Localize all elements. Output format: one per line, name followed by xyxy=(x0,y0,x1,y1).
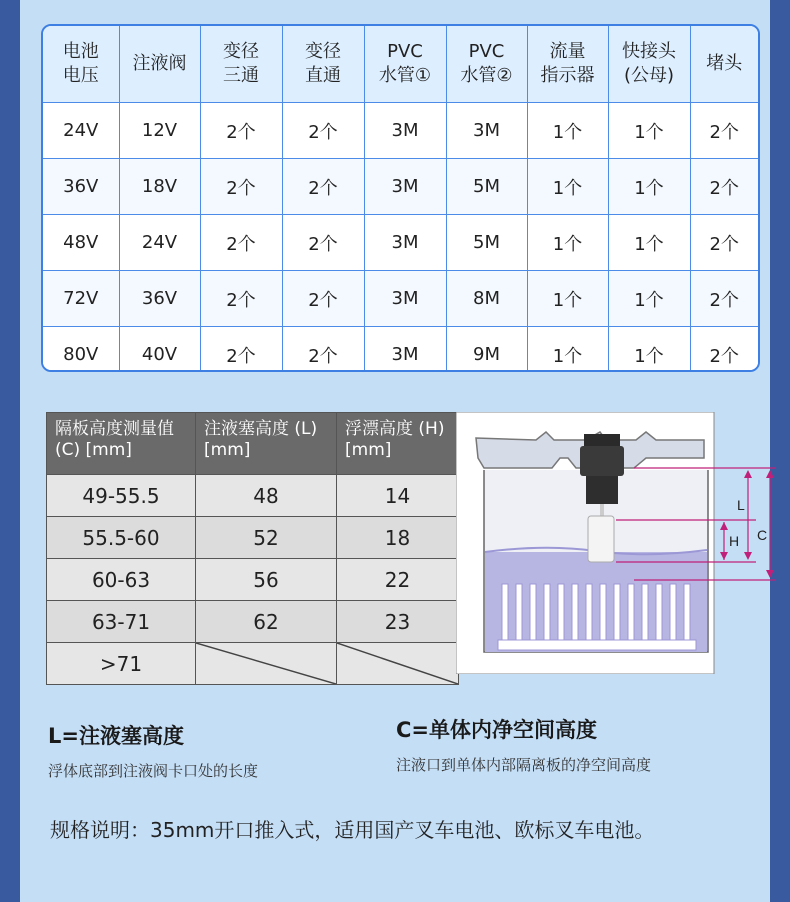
height-header-row xyxy=(47,413,459,475)
spec-header-plug: 堵头 xyxy=(690,26,758,103)
spec-header-fill-valve: 注液阀 xyxy=(119,26,200,103)
table-cell: 2个 xyxy=(690,327,758,373)
table-cell: 1个 xyxy=(527,159,608,215)
empty-diagonal-cell xyxy=(337,643,459,685)
spec-header-row xyxy=(43,26,758,103)
table-row xyxy=(47,601,459,643)
table-cell: 2个 xyxy=(200,159,282,215)
table-cell: 1个 xyxy=(608,103,690,159)
definition-L-title: L=注液塞高度 xyxy=(48,724,184,748)
cell-cross-section-diagram xyxy=(456,412,776,674)
table-cell: 36V xyxy=(43,159,119,215)
table-cell: 1个 xyxy=(527,327,608,373)
spec-header-quick-connector: 快接头 (公母) xyxy=(608,26,690,103)
label-H: H xyxy=(729,533,740,549)
table-cell: 1个 xyxy=(608,215,690,271)
table-row xyxy=(47,517,459,559)
table-cell: 24V xyxy=(43,103,119,159)
table-row xyxy=(43,159,758,215)
table-cell: >71 xyxy=(47,643,196,685)
table-cell: 2个 xyxy=(690,271,758,327)
table-cell: 1个 xyxy=(527,103,608,159)
table-cell: 72V xyxy=(43,271,119,327)
table-row xyxy=(47,559,459,601)
table-cell: 56 xyxy=(196,559,337,601)
table-row xyxy=(43,215,758,271)
table-cell: 22 xyxy=(337,559,459,601)
spec-header-battery-voltage: 电池 电压 xyxy=(43,26,119,103)
table-cell: 55.5-60 xyxy=(47,517,196,559)
table-cell: 3M xyxy=(364,159,446,215)
table-cell: 1个 xyxy=(527,271,608,327)
table-cell: 23 xyxy=(337,601,459,643)
height-header-plug-height: 注液塞高度 (L) [mm] xyxy=(196,413,337,475)
spec-table xyxy=(43,26,758,372)
table-cell: 2个 xyxy=(282,159,364,215)
table-cell: 2个 xyxy=(690,159,758,215)
table-cell: 18 xyxy=(337,517,459,559)
table-cell: 2个 xyxy=(200,215,282,271)
table-cell: 3M xyxy=(364,103,446,159)
definition-L-desc: 浮体底部到注液阀卡口处的长度 xyxy=(48,762,259,780)
spec-header-pvc-pipe-1: PVC 水管① xyxy=(364,26,446,103)
table-cell: 48V xyxy=(43,215,119,271)
table-cell: 3M xyxy=(364,327,446,373)
table-cell: 62 xyxy=(196,601,337,643)
table-cell: 14 xyxy=(337,475,459,517)
table-cell: 1个 xyxy=(608,159,690,215)
table-cell: 40V xyxy=(119,327,200,373)
table-cell: 2个 xyxy=(200,327,282,373)
table-cell: 2个 xyxy=(282,271,364,327)
table-row xyxy=(43,271,758,327)
table-cell: 1个 xyxy=(608,271,690,327)
table-cell: 3M xyxy=(364,215,446,271)
table-cell: 12V xyxy=(119,103,200,159)
table-cell: 1个 xyxy=(527,215,608,271)
definition-C-desc: 注液口到单体内部隔离板的净空间高度 xyxy=(396,756,652,774)
height-table xyxy=(46,412,459,685)
spec-table-frame xyxy=(41,24,760,372)
table-row xyxy=(47,475,459,517)
empty-diagonal-cell xyxy=(196,643,337,685)
table-cell: 24V xyxy=(119,215,200,271)
height-header-partition: 隔板高度测量值 (C) [mm] xyxy=(47,413,196,475)
table-cell: 2个 xyxy=(200,271,282,327)
table-cell: 48 xyxy=(196,475,337,517)
spec-header-flow-indicator: 流量 指示器 xyxy=(527,26,608,103)
spec-header-reducing-tee: 变径 三通 xyxy=(200,26,282,103)
table-cell: 63-71 xyxy=(47,601,196,643)
content-panel xyxy=(20,0,770,902)
table-cell: 2个 xyxy=(690,103,758,159)
table-cell: 2个 xyxy=(282,103,364,159)
table-cell: 5M xyxy=(446,215,527,271)
height-header-float-height: 浮漂高度 (H) [mm] xyxy=(337,413,459,475)
definition-L xyxy=(48,720,258,781)
table-cell: 3M xyxy=(446,103,527,159)
table-cell: 3M xyxy=(364,271,446,327)
table-cell: 80V xyxy=(43,327,119,373)
table-cell: 2个 xyxy=(282,327,364,373)
spec-note: 规格说明：35mm开口推入式，适用国产叉车电池、欧标叉车电池。 xyxy=(50,818,655,842)
table-cell: 49-55.5 xyxy=(47,475,196,517)
table-row xyxy=(43,103,758,159)
table-cell: 5M xyxy=(446,159,527,215)
table-row xyxy=(43,327,758,373)
table-cell: 2个 xyxy=(282,215,364,271)
table-cell: 2个 xyxy=(690,215,758,271)
table-cell: 36V xyxy=(119,271,200,327)
table-cell: 1个 xyxy=(608,327,690,373)
label-C: C xyxy=(757,527,768,543)
height-table-frame xyxy=(46,412,458,674)
table-row xyxy=(47,643,459,685)
label-L: L xyxy=(737,497,745,513)
table-cell: 18V xyxy=(119,159,200,215)
definition-C-title: C=单体内净空间高度 xyxy=(396,718,598,742)
table-cell: 60-63 xyxy=(47,559,196,601)
table-cell: 52 xyxy=(196,517,337,559)
table-cell: 9M xyxy=(446,327,527,373)
table-cell: 2个 xyxy=(200,103,282,159)
spec-header-pvc-pipe-2: PVC 水管② xyxy=(446,26,527,103)
spec-header-reducing-straight: 变径 直通 xyxy=(282,26,364,103)
definition-C xyxy=(396,714,651,775)
table-cell: 8M xyxy=(446,271,527,327)
